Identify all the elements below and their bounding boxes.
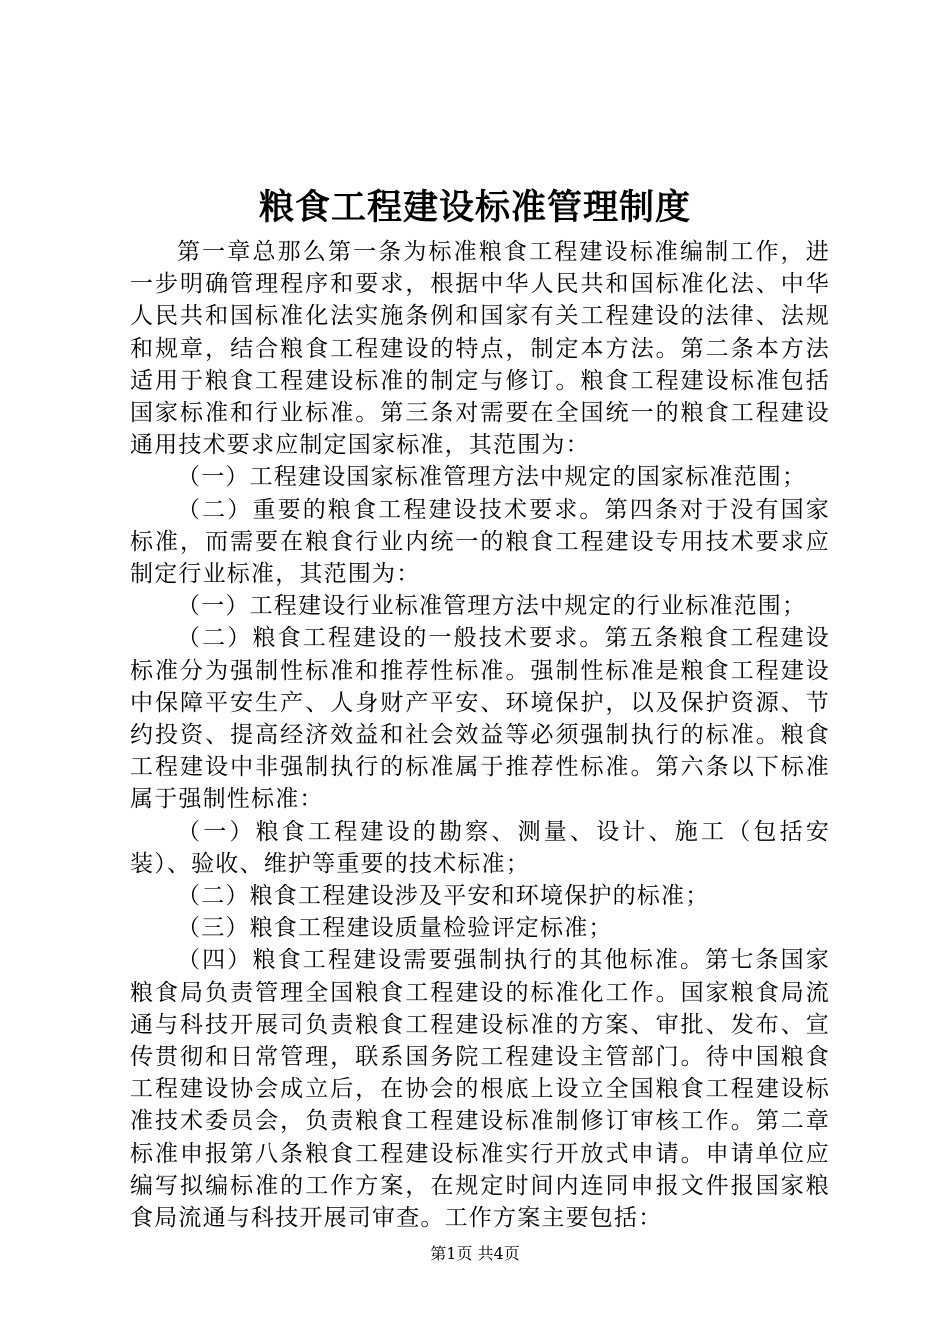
page-footer: 第1页 共4页: [430, 1244, 520, 1263]
paragraph-6: （一）粮食工程建设的勘察、测量、设计、施工（包括安装）、验收、维护等重要的技术标准；: [130, 818, 830, 877]
paragraph-2: （一）工程建设国家标准管理方法中规定的国家标准范围；: [177, 464, 807, 491]
paragraph-9: （四）粮食工程建设需要强制执行的其他标准。第七条国家粮食局负责管理全国粮食工程建设的标准化工作。国家粮食局流通与科技开展司负责粮食工程建设标准的方案、审批、发布、宣传贯彻和日常管理，联系国务院工程建设主管部门。待中国粮食工程建设协会成立后，在协会的根底上设立全国粮食工程建设标准技术委员会，负责粮食工程建设标准制修订审核工作。第二章标准申报第八条粮食工程建设标准实行开放式申请。申请单位应编写拟编标准的工作方案，在规定时间内连同申报文件报国家粮食局流通与科技开展司审查。工作方案主要包括：: [130, 947, 830, 1232]
paragraph-1: 第一章总那么第一条为标准粮食工程建设标准编制工作，进一步明确管理程序和要求，根据中华人民共和国标准化法、中华人民共和国标准化法实施条例和国家有关工程建设的法律、法规和规章，结合粮食工程建设的特点，制定本方法。第二条本方法适用于粮食工程建设标准的制定与修订。粮食工程建设标准包括国家标准和行业标准。第三条对需要在全国统一的粮食工程建设通用技术要求应制定国家标准，其范围为：: [130, 239, 830, 459]
paragraph-7: （二）粮食工程建设涉及平安和环境保护的标准；: [177, 883, 710, 910]
document-title: 粮食工程建设标准管理制度: [258, 187, 691, 228]
paragraph-8: （三）粮食工程建设质量检验评定标准；: [177, 915, 613, 942]
paragraph-4: （一）工程建设行业标准管理方法中规定的行业标准范围；: [177, 593, 807, 620]
paragraph-3: （二）重要的粮食工程建设技术要求。第四条对于没有国家标准，而需要在粮食行业内统一的粮食工程建设专用技术要求应制定行业标准，其范围为：: [130, 496, 830, 588]
paragraph-5: （二）粮食工程建设的一般技术要求。第五条粮食工程建设标准分为强制性标准和推荐性标准。强制性标准是粮食工程建设中保障平安生产、人身财产平安、环境保护，以及保护资源、节约投资、提高经济效益和社会效益等必须强制执行的标准。粮食工程建设中非强制执行的标准属于推荐性标准。第六条以下标准属于强制性标准：: [130, 625, 830, 813]
document-body: [130, 236, 830, 1234]
